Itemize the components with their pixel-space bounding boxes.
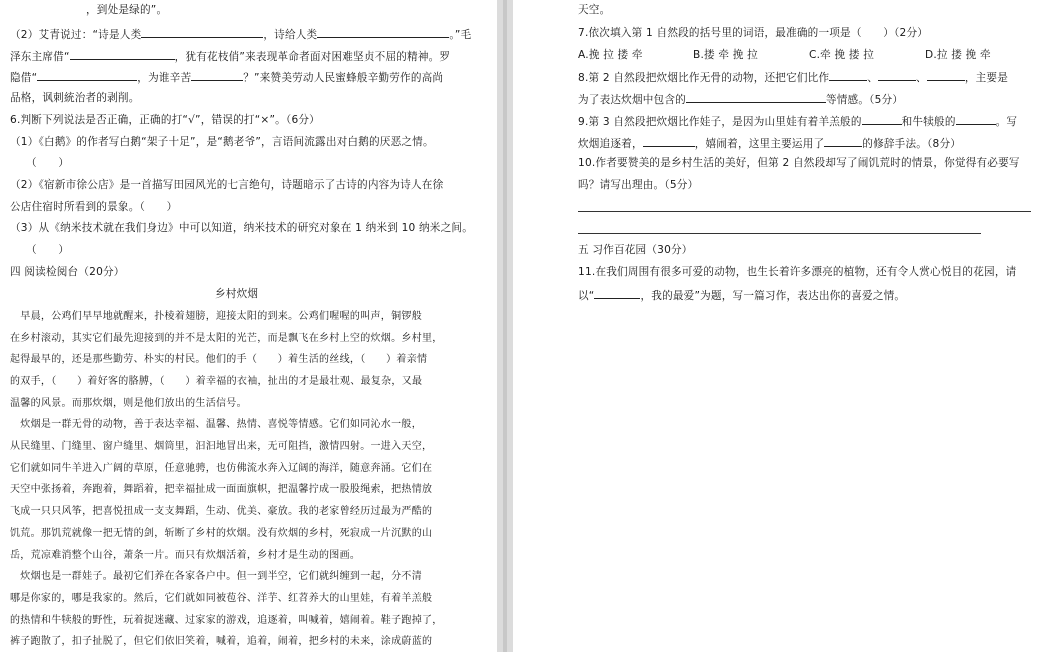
fill-blank[interactable] bbox=[643, 136, 695, 147]
essay-line: 早晨，公鸡们早早地就醒来，扑棱着翅膀，迎接太阳的到来。公鸡们喔喔的叫声，铜锣般 bbox=[10, 311, 422, 322]
q7-option-b[interactable]: B.搂 牵 挽 拉 bbox=[693, 49, 758, 61]
answer-line[interactable] bbox=[578, 233, 981, 234]
essay-line: 从民缝里、门缝里、窗户缝里、烟筒里，汩汩地冒出来，无可阻挡，激情四射。一进入天空， bbox=[10, 441, 433, 452]
page-gap bbox=[497, 0, 513, 652]
fill-blank[interactable] bbox=[191, 70, 243, 81]
question-6-2: （2）《宿新市徐公店》是一首描写田园风光的七言绝句，诗题暗示了古诗的内容为诗人在徐 bbox=[10, 179, 444, 191]
text-line: 公店住宿时所看到的景象。（ ） bbox=[10, 201, 178, 213]
fill-blank[interactable] bbox=[862, 114, 902, 125]
question-10: 10.作者要赞美的是乡村生活的美好，但第 2 自然段却写了闹饥荒时的情景，你觉得有必要写 bbox=[578, 157, 1020, 169]
essay-line: 岳，荒凉难消整个山谷，萧条一片。而只有炊烟活着，乡村才是生动的图画。 bbox=[10, 550, 361, 561]
fill-blank[interactable] bbox=[927, 70, 965, 81]
text-line: 吗？请写出理由。（5分） bbox=[578, 179, 699, 191]
essay-line: 它们就如同牛羊进入广阔的草原，任意驰骋，也仿佛流水奔入辽阔的海洋，随意奔涌。它们在 bbox=[10, 463, 433, 474]
essay-line: 的热情和牛犊般的野性，玩着捉迷藏、过家家的游戏，追逐着，叫喊着，嬉闹着。鞋子跑掉了， bbox=[10, 615, 443, 626]
fill-blank[interactable] bbox=[686, 92, 826, 103]
essay-line: 飞成一只只风筝，把喜悦扭成一支支舞蹈，生动、优美、豪放。我的老家曾经历过最为严酷的 bbox=[10, 506, 433, 517]
essay-line: 哪是你家的，哪是我家的。然后，它们就如同被苞谷、洋芋、红苕养大的山里娃，有着羊羔般 bbox=[10, 593, 433, 604]
essay-line: 温馨的风景。而那炊烟，则是他们放出的生活信号。 bbox=[10, 398, 247, 409]
essay-line: 天空中张扬着，奔跑着，舞蹈着，把幸福扯成一面面旗帜，把温馨拧成一股股绳索，把热情放 bbox=[10, 484, 433, 495]
question-9: 9.第 3 自然段把炊烟比作娃子，是因为山里娃有着羊羔般的 和牛犊般的 。写 bbox=[578, 116, 1018, 128]
fill-blank[interactable] bbox=[141, 27, 263, 38]
section-5-heading: 五 习作百花园（30分） bbox=[578, 244, 693, 256]
text-line: 天空。 bbox=[578, 4, 611, 16]
essay-line: 炊烟是一群无骨的动物，善于表达幸福、温馨、热情、喜悦等情感。它们如同沁水一般， bbox=[10, 419, 422, 430]
q7-option-d[interactable]: D.拉 搂 挽 牵 bbox=[925, 49, 991, 61]
fill-blank[interactable] bbox=[317, 27, 449, 38]
answer-line[interactable] bbox=[578, 211, 1031, 212]
answer-bracket[interactable]: （ ） bbox=[26, 244, 70, 256]
fill-blank[interactable] bbox=[824, 136, 862, 147]
text-line: （2）艾青说过：“诗是人类 ，诗给人类 。”毛 bbox=[10, 29, 472, 41]
text-line: 隐借“ ，为谁辛苦 ？”来赞美劳动人民蜜蜂般辛勤劳作的高尚 bbox=[10, 72, 444, 84]
fill-blank[interactable] bbox=[37, 70, 137, 81]
page-left bbox=[0, 0, 497, 652]
fill-blank[interactable] bbox=[70, 49, 175, 60]
essay-line: 裤子跑散了，扣子扯脱了，但它们依旧笑着，喊着，追着，闹着，把乡村的未来，涂成蔚蓝的 bbox=[10, 636, 433, 647]
q7-option-c[interactable]: C.牵 挽 搂 拉 bbox=[809, 49, 875, 61]
essay-line: 的双手，（ ）着好客的胳膊，（ ）着幸福的衣袖，扯出的才是最壮观、最复杂，又最 bbox=[10, 376, 423, 387]
essay-line: 饥荒。那饥荒就像一把无情的剑，斩断了乡村的炊烟。没有炊烟的乡村，死寂成一片沉默的山 bbox=[10, 528, 433, 539]
text-line: 炊烟追逐着， ，嬉闹着，这里主要运用了 的修辞手法。（8分） bbox=[578, 138, 962, 150]
fill-blank[interactable] bbox=[956, 114, 996, 125]
page-right bbox=[513, 0, 1038, 652]
text-line: 泽东主席借“ ，犹有花枝俏”来表现革命者面对困难坚贞不屈的精神。罗 bbox=[10, 51, 451, 63]
text-line: ，到处是绿的”。 bbox=[86, 4, 168, 16]
text-line: 以“ ，我的最爱”为题，写一篇习作，表达出你的喜爱之情。 bbox=[578, 290, 906, 302]
fill-blank[interactable] bbox=[829, 70, 867, 81]
answer-bracket[interactable]: （ ） bbox=[26, 157, 70, 169]
question-6-3: （3）从《纳米技术就在我们身边》中可以知道，纳米技术的研究对象在 1 纳米到 10 纳米之间。 bbox=[10, 222, 473, 234]
text-line: 为了表达炊烟中包含的 等情感。（5分） bbox=[578, 94, 904, 106]
text-line: 品格，讽刺統治者的剥削。 bbox=[10, 92, 140, 104]
question-11: 11.在我们周围有很多可爱的动物，也生长着许多漂亮的植物，还有令人赏心悦目的花园，请 bbox=[578, 266, 1017, 278]
fill-blank[interactable] bbox=[878, 70, 916, 81]
scrollbar[interactable] bbox=[503, 0, 507, 652]
question-8: 8.第 2 自然段把炊烟比作无骨的动物，还把它们比作 、 、 ，主要是 bbox=[578, 72, 1009, 84]
fill-blank[interactable] bbox=[594, 288, 640, 299]
question-7: 7.依次填入第 1 自然段的括号里的词语，最准确的一项是（ ）（2分） bbox=[578, 27, 929, 39]
section-4-heading: 四 阅读检阅台（20分） bbox=[10, 266, 125, 278]
essay-line: 炊烟也是一群娃子。最初它们养在各家各户中。但一到半空，它们就纠缠到一起，分不清 bbox=[10, 571, 422, 582]
essay-line: 在乡村滚动，其实它们最先迎接到的并不是太阳的光芒，而是飘飞在乡村上空的炊烟。乡村里， bbox=[10, 333, 443, 344]
q7-option-a[interactable]: A.挽 拉 搂 牵 bbox=[578, 49, 643, 61]
essay-line: 起得最早的，还是那些勤劳、朴实的村民。他们的手（ ）着生活的丝线，（ ）着亲情 bbox=[10, 354, 428, 365]
question-6-1: （1）《白鹅》的作者写白鹅“架子十足”，是“鹅老爷”，言语间流露出对白鹅的厌恶之情。 bbox=[10, 136, 434, 148]
essay-title: 乡村炊烟 bbox=[215, 288, 259, 300]
question-6: 6.判断下列说法是否正确，正确的打“√”，错误的打“×”。（6分） bbox=[10, 114, 320, 126]
